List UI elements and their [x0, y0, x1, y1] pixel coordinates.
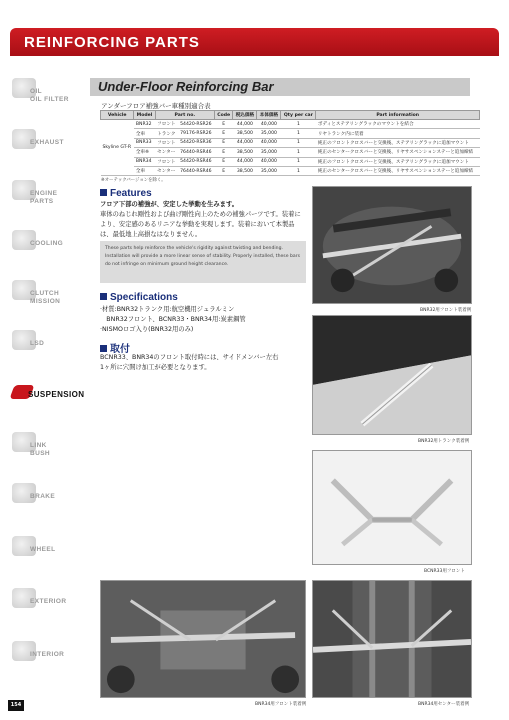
features-body: 車体のねじれ剛性および曲げ剛性向上のための補強パーツです。装着により、安定感のあるリニアな挙動を実現します。装着において本製品は、最低地上高損なはなりません。 [100, 211, 301, 238]
cell-price-tax: 38,500 [233, 166, 257, 175]
square-bullet-icon [100, 345, 107, 352]
spec-line: BNR32フロント、BCNR33・BNR34用:炭素鋼管 [100, 316, 246, 323]
features-english: These parts help reinforce the vehicle's rigidity against twisting and bending. Installation will provide a more linear sense of stability. Properly installed, these bars do not infringe on minimum ground height clearance. [100, 241, 306, 283]
nav-label: EXTERIOR [30, 598, 67, 605]
cell-info: リヤトランク内に装着 [316, 129, 480, 138]
cell-qty: 1 [281, 129, 316, 138]
cell-part-no: 54420-RSR46 [178, 157, 214, 166]
cell-model: 全車※ [134, 148, 155, 157]
cell-part-no: 76440-RSR46 [178, 166, 214, 175]
cell-price: 35,000 [257, 166, 281, 175]
cell-code: E [214, 138, 232, 147]
cell-qty: 1 [281, 120, 316, 129]
cell-qty: 1 [281, 157, 316, 166]
cell-price: 40,000 [257, 120, 281, 129]
features-lead: フロア下部の補強が、安定した挙動を生みます。 [100, 201, 239, 208]
install-heading-text: 取付 [110, 344, 130, 355]
nav-label: COOLING [30, 240, 64, 247]
cell-code: E [214, 166, 232, 175]
spec-line: ·NISMOロゴ入り(BNR32用のみ) [100, 326, 194, 333]
cell-price: 35,000 [257, 129, 281, 138]
photo-caption: BCNR33用フロント [424, 569, 465, 574]
cell-part-no: 76440-RSR46 [178, 148, 214, 157]
cell-position: フロント [155, 138, 178, 147]
cell-price-tax: 38,500 [233, 148, 257, 157]
category-nav [0, 70, 88, 690]
section-title: Under-Floor Reinforcing Bar [98, 79, 274, 94]
col-header: Model [134, 111, 155, 120]
cell-qty: 1 [281, 166, 316, 175]
cell-info: 純正のセンタークロスバーと交換後、リヤサスペンションステーと追加締結 [316, 166, 480, 175]
cell-info: 純正のセンタークロスバーと交換後、リヤサスペンションステーと追加締結 [316, 148, 480, 157]
cell-info: 純正のフロントクロスバーと交換後、ステアリングラックに追加マウント [316, 157, 480, 166]
nav-item-clutch[interactable] [12, 280, 92, 320]
spec-line: ·材質:BNR32トランク用:航空機用ジュラルミン [100, 306, 235, 313]
cell-position: センター [155, 148, 178, 157]
nav-item-interior[interactable] [12, 641, 92, 681]
features-heading [100, 188, 152, 199]
cell-price: 35,000 [257, 148, 281, 157]
cell-price-tax: 44,000 [233, 157, 257, 166]
nav-item-oil[interactable] [12, 78, 92, 118]
col-header: Part information [316, 111, 480, 120]
specifications-heading [100, 292, 178, 303]
cell-part-no: 54420-RSR26 [178, 120, 214, 129]
cell-price: 40,000 [257, 157, 281, 166]
col-header: Code [214, 111, 232, 120]
photo-bnr32-front [312, 186, 472, 304]
table-row [101, 148, 480, 157]
cell-price: 40,000 [257, 138, 281, 147]
cell-part-no: 54420-RSR36 [178, 138, 214, 147]
col-header: 税込価格 [233, 111, 257, 120]
nav-label: LSD [30, 340, 45, 347]
photo-caption: BNR34用フロント装着例 [255, 702, 307, 707]
col-header: Part no. [155, 111, 214, 120]
nav-item-link-bush[interactable] [12, 432, 92, 472]
nav-item-exhaust[interactable] [12, 129, 92, 169]
nav-item-wheel[interactable] [12, 536, 92, 576]
features-heading-text: Features [110, 188, 152, 199]
cell-position: フロント [155, 120, 178, 129]
trunk-illustration [313, 316, 471, 434]
cell-position: トランク [155, 129, 178, 138]
page-header [10, 28, 499, 56]
photo-bnr34-center [312, 580, 472, 698]
cell-model: 全車 [134, 129, 155, 138]
underbody-illustration [313, 581, 471, 697]
nav-label: BRAKE [30, 493, 56, 500]
nav-item-lsd[interactable] [12, 330, 92, 370]
nav-item-cooling[interactable] [12, 230, 92, 270]
underbody-illustration [101, 581, 305, 697]
cell-code: E [214, 148, 232, 157]
nav-label: LINK BUSH [30, 442, 51, 457]
cell-code: E [214, 157, 232, 166]
cell-position: フロント [155, 157, 178, 166]
table-row [101, 138, 480, 147]
page-header-title: REINFORCING PARTS [24, 34, 200, 51]
cell-code: E [214, 120, 232, 129]
table-caption: アンダーフロア補強バー車種別適合表 [101, 102, 211, 110]
cell-model: BNR32 [134, 120, 155, 129]
square-bullet-icon [100, 293, 107, 300]
nav-label: EXHAUST [30, 139, 64, 146]
underbody-illustration [313, 187, 471, 303]
table-note: ※オーテックバージョンを除く。 [101, 178, 166, 183]
cell-code: E [214, 129, 232, 138]
section-title-bar [90, 78, 470, 96]
photo-caption: BNR34用センター装着例 [418, 702, 470, 707]
nav-label: SUSPENSION [28, 390, 85, 399]
cell-vehicle: Skyline GT-R [101, 120, 134, 176]
cell-price-tax: 38,500 [233, 129, 257, 138]
nav-label: CLUTCH MISSION [30, 290, 61, 305]
install-body: BCNR33、BNR34のフロント取付時には、サイドメンバー左右1ヶ所に穴開け加工が必要となります。 [100, 354, 279, 371]
photo-caption: BNR32用トランク装着例 [418, 439, 470, 444]
table-row [101, 120, 480, 129]
cell-price-tax: 44,000 [233, 138, 257, 147]
table-row [101, 157, 480, 166]
nav-item-brake[interactable] [12, 483, 92, 523]
nav-label: ENGINE PARTS [30, 190, 58, 205]
nav-item-engine[interactable] [12, 180, 92, 220]
nav-label: INTERIOR [30, 651, 65, 658]
nav-item-suspension[interactable] [12, 377, 92, 417]
table-row [101, 129, 480, 138]
fitment-table [100, 110, 480, 176]
square-bullet-icon [100, 189, 107, 196]
nav-label: WHEEL [30, 546, 56, 553]
cell-position: センター [155, 166, 178, 175]
photo-bnr34-front [100, 580, 306, 698]
cell-info: ボディとステアリングラックのマウントを結合 [316, 120, 480, 129]
nav-label: OIL OIL FILTER [30, 88, 69, 103]
col-header: 本体価格 [257, 111, 281, 120]
cell-part-no: 79176-RSR26 [178, 129, 214, 138]
cell-model: BNR33 [134, 138, 155, 147]
photo-caption: BNR32用フロント装着例 [420, 308, 472, 313]
col-header: Qty per car [281, 111, 316, 120]
cell-model: 全車 [134, 166, 155, 175]
cell-price-tax: 44,000 [233, 120, 257, 129]
specifications-heading-text: Specifications [110, 292, 178, 303]
cell-info: 純正のフロントクロスバーと交換後、ステアリングラックに追加マウント [316, 138, 480, 147]
photo-bcnr33-front [312, 450, 472, 565]
col-header: Vehicle [101, 111, 134, 120]
cell-qty: 1 [281, 148, 316, 157]
table-header-row [101, 111, 480, 120]
table-row [101, 166, 480, 175]
page-number: 154 [8, 700, 24, 711]
photo-bnr32-trunk [312, 315, 472, 435]
cell-model: BNR34 [134, 157, 155, 166]
cell-qty: 1 [281, 138, 316, 147]
bar-product-illustration [313, 451, 471, 564]
nav-item-exterior[interactable] [12, 588, 92, 628]
